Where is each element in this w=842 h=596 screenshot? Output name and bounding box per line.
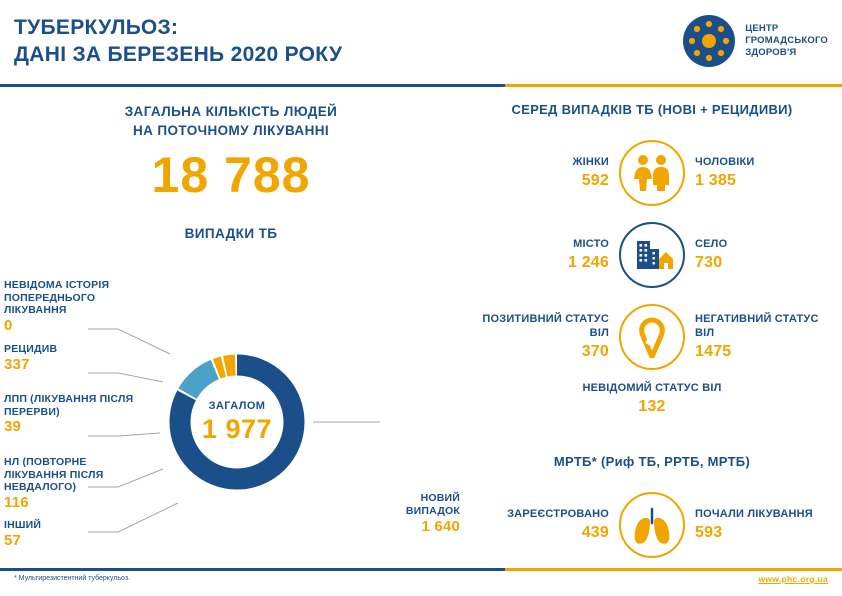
- donut-center-value: 1 977: [201, 413, 273, 444]
- callout-new-case: [380, 492, 460, 536]
- hiv-negative: [685, 312, 830, 362]
- gender-male-label: ЧОЛОВІКИ: [695, 156, 755, 168]
- total-title-line-2: НА ПОТОЧНОМУ ЛІКУВАННІ: [132, 123, 330, 138]
- tb-cases-donut-chart: [162, 347, 312, 497]
- row-hiv-status: [462, 304, 842, 370]
- hiv-negative-label: НЕГАТИВНИЙ СТАТУС ВІЛ: [695, 313, 819, 339]
- hiv-negative-value: 1475: [695, 343, 732, 360]
- legend-item-unknown-history: [4, 279, 144, 335]
- legend-item-other: [4, 519, 144, 550]
- footer-divider: [0, 568, 842, 571]
- callout-new-case-label-2: ВИПАДОК: [405, 504, 460, 517]
- mdr-registered-label: ЗАРЕЄСТРОВАНО: [507, 508, 609, 520]
- legend-value-unknown-history: 0: [4, 316, 13, 334]
- settlement-village-value: 730: [695, 254, 723, 271]
- donut-svg: [162, 347, 312, 497]
- logo-line-3: ЗДОРОВ'Я: [745, 47, 797, 58]
- hiv-unknown-value: 132: [638, 398, 666, 415]
- settlement-city: [474, 237, 619, 273]
- logo-text: [745, 23, 828, 59]
- ribbon-icon: [619, 304, 685, 370]
- legend-item-nl: [4, 456, 144, 512]
- tb-cases-breakdown-title: СЕРЕД ВИПАДКІВ ТБ (НОВІ + РЕЦИДИВИ): [511, 102, 793, 117]
- gender-female: [474, 155, 619, 191]
- legend-label-relapse: РЕЦИДИВ: [4, 343, 58, 355]
- total-on-treatment-value: 18 788: [151, 147, 311, 203]
- title-line-2: ДАНІ ЗА БЕРЕЗЕНЬ 2020 РОКУ: [14, 43, 343, 66]
- legend-value-relapse: 337: [4, 355, 30, 373]
- title-line-1: ТУБЕРКУЛЬОЗ:: [14, 16, 179, 39]
- hiv-positive: [474, 312, 619, 362]
- legend-label-lpp: ЛПП (ЛІКУВАННЯ ПІСЛЯ ПЕРЕРВИ): [4, 393, 134, 418]
- gender-female-value: 592: [581, 172, 609, 189]
- gender-male: [685, 155, 830, 191]
- hiv-unknown-label: НЕВІДОМИЙ СТАТУС ВІЛ: [582, 382, 722, 394]
- gender-icon: [619, 140, 685, 206]
- total-title-line-1: ЗАГАЛЬНА КІЛЬКІСТЬ ЛЮДЕЙ: [124, 104, 338, 119]
- gender-female-label: ЖІНКИ: [572, 156, 609, 168]
- right-column: [462, 92, 842, 572]
- mdr-registered-value: 439: [581, 524, 609, 541]
- header: [0, 0, 842, 85]
- legend-item-relapse: [4, 343, 144, 374]
- hiv-unknown: [462, 382, 842, 417]
- footnote: * Мультирезистентний туберкульоз.: [14, 575, 130, 582]
- gender-male-value: 1 385: [695, 172, 737, 189]
- hiv-positive-label: ПОЗИТИВНИЙ СТАТУС ВІЛ: [482, 313, 609, 339]
- donut-center-label: ЗАГАЛОМ: [208, 399, 266, 412]
- page-title: [14, 14, 342, 68]
- logo-line-2: ГРОМАДСЬКОГО: [745, 35, 828, 46]
- row-gender: [462, 140, 842, 206]
- organization-logo: [682, 14, 828, 68]
- callout-new-case-value: 1 640: [421, 518, 460, 535]
- hiv-positive-value: 370: [581, 343, 609, 360]
- legend-label-nl: НЛ (ПОВТОРНЕ ЛІКУВАННЯ ПІСЛЯ НЕВДАЛОГО): [4, 456, 104, 493]
- mdr-registered: [474, 507, 619, 543]
- lungs-icon: [629, 504, 675, 546]
- mdr-started-treatment-value: 593: [695, 524, 723, 541]
- legend-value-other: 57: [4, 531, 22, 549]
- row-settlement: [462, 222, 842, 288]
- settlement-city-label: МІСТО: [573, 238, 609, 250]
- legend-value-lpp: 39: [4, 418, 22, 435]
- footer-divider-blue: [0, 568, 505, 571]
- settlement-city-value: 1 246: [567, 254, 609, 271]
- awareness-ribbon-icon: [635, 316, 669, 358]
- mdr-started-treatment: [685, 507, 830, 543]
- mdr-started-treatment-label: ПОЧАЛИ ЛІКУВАННЯ: [695, 508, 813, 520]
- left-column: [0, 92, 462, 572]
- header-divider: [0, 84, 842, 87]
- row-mdr-tb: [462, 492, 842, 558]
- callout-new-case-label-1: НОВИЙ: [420, 492, 460, 504]
- phc-logo-icon: [682, 14, 736, 68]
- male-female-figures-icon: [630, 153, 674, 193]
- mdr-tb-title: МРТБ* (Риф ТБ, РРТБ, МРТБ): [553, 454, 751, 469]
- settlement-village-label: СЕЛО: [695, 238, 728, 250]
- legend-label-unknown-history: НЕВІДОМА ІСТОРІЯ ПОПЕРЕДНЬОГО ЛІКУВАННЯ: [4, 279, 110, 316]
- legend-value-nl: 116: [4, 493, 29, 511]
- website-link[interactable]: www.phc.org.ua: [758, 574, 828, 584]
- logo-line-1: ЦЕНТР: [745, 23, 779, 34]
- header-divider-blue: [0, 84, 505, 87]
- lungs-icon: [619, 492, 685, 558]
- leader-relapse: [88, 373, 163, 382]
- city-village-icon: [619, 222, 685, 288]
- settlement-village: [685, 237, 830, 273]
- tb-cases-title: ВИПАДКИ ТБ: [184, 226, 278, 241]
- buildings-and-house-icon: [629, 235, 675, 275]
- legend-label-other: ІНШИЙ: [4, 519, 42, 531]
- legend-item-lpp: [4, 393, 144, 436]
